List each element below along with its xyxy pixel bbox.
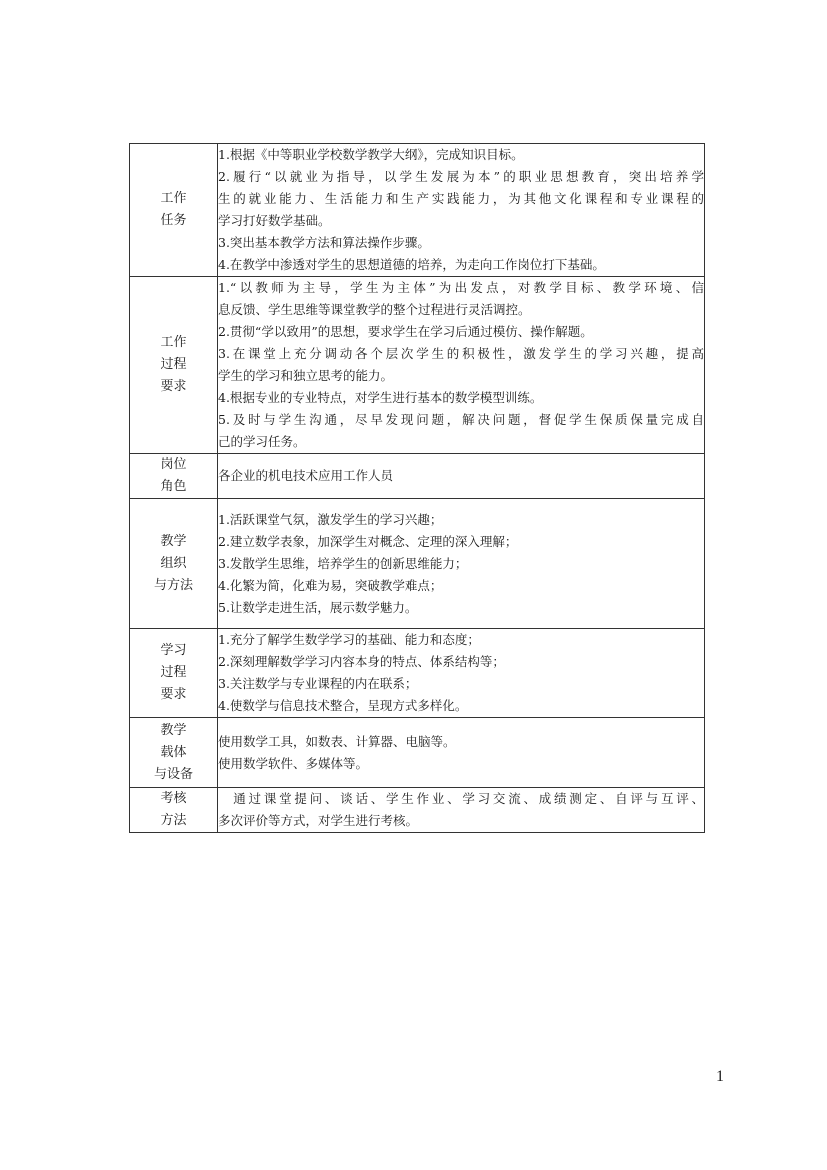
content-line: 通过课堂提问、谈话、学生作业、学习交流、成绩测定、自评与互评、 bbox=[218, 791, 704, 806]
content-line: 己的学习任务。 bbox=[218, 434, 306, 449]
row-content bbox=[218, 454, 705, 499]
content-line: 1.根据《中等职业学校数学教学大纲》，完成知识目标。 bbox=[218, 147, 524, 162]
table-row bbox=[130, 499, 705, 629]
row-heading-line: 过程 bbox=[160, 665, 187, 680]
row-heading-line: 工作 bbox=[160, 335, 187, 350]
row-heading-line: 教学 bbox=[160, 722, 187, 738]
row-heading bbox=[130, 629, 218, 718]
content-line: 3.突出基本教学方法和算法操作步骤。 bbox=[218, 235, 430, 250]
row-heading-line: 考核 bbox=[160, 791, 187, 806]
row-content bbox=[218, 144, 705, 277]
content-line: 4.根据专业的专业特点，对学生进行基本的数学模型训练。 bbox=[218, 390, 543, 405]
content-line: 学习打好数学基础。 bbox=[218, 213, 331, 228]
content-line: 2.深刻理解数学学习内容本身的特点、体系结构等； bbox=[218, 654, 505, 669]
table-row bbox=[130, 629, 705, 718]
row-heading-line: 任务 bbox=[160, 213, 187, 228]
content-line: 使用数学工具，如数表、计算器、电脑等。 bbox=[218, 733, 456, 749]
table-row bbox=[130, 277, 705, 454]
content-line: 1.“以教师为主导，学生为主体”为出发点，对教学目标、教学环境、信 bbox=[218, 280, 704, 295]
row-heading-line: 载体 bbox=[160, 744, 187, 760]
row-heading-line: 角色 bbox=[160, 479, 187, 494]
content-line: 各企业的机电技术应用工作人员 bbox=[218, 468, 394, 483]
row-heading-line: 要求 bbox=[160, 687, 187, 702]
page-number: 1 bbox=[716, 1068, 724, 1085]
content-line: 4.在教学中渗透对学生的思想道德的培养，为走向工作岗位打下基础。 bbox=[218, 257, 605, 272]
content-line: 息反馈、学生思维等课堂教学的整个过程进行灵活调控。 bbox=[218, 302, 531, 317]
content-line: 4.使数学与信息技术整合，呈现方式多样化。 bbox=[218, 698, 468, 713]
row-heading-line: 与设备 bbox=[153, 766, 193, 782]
content-line: 生的就业能力、生活能力和生产实践能力，为其他文化课程和专业课程的 bbox=[218, 191, 704, 206]
content-line: 1.充分了解学生数学学习的基础、能力和态度； bbox=[218, 632, 480, 647]
table-row bbox=[130, 144, 705, 277]
content-line: 2.履行“以就业为指导，以学生发展为本”的职业思想教育，突出培养学 bbox=[218, 169, 704, 184]
row-heading bbox=[130, 718, 218, 788]
content-line: 1.活跃课堂气氛，激发学生的学习兴趣； bbox=[218, 511, 443, 527]
row-content bbox=[218, 277, 705, 454]
row-heading-line: 学习 bbox=[160, 643, 187, 658]
course-info-table bbox=[129, 143, 705, 833]
row-heading-line: 岗位 bbox=[160, 457, 187, 472]
row-content bbox=[218, 718, 705, 788]
content-line: 使用数学软件、多媒体等。 bbox=[218, 755, 369, 771]
row-heading bbox=[130, 788, 218, 833]
row-heading-line: 过程 bbox=[160, 357, 187, 372]
table-row bbox=[130, 718, 705, 788]
content-line: 5.让数学走进生活，展示数学魅力。 bbox=[218, 599, 418, 615]
content-line: 4.化繁为简，化难为易，突破教学难点； bbox=[218, 577, 443, 593]
row-content bbox=[218, 629, 705, 718]
row-heading bbox=[130, 277, 218, 454]
row-heading-line: 教学 bbox=[160, 533, 187, 549]
content-line: 2.贯彻“学以致用”的思想，要求学生在学习后通过模仿、操作解题。 bbox=[218, 324, 593, 339]
content-line: 3.关注数学与专业课程的内在联系； bbox=[218, 676, 418, 691]
row-content bbox=[218, 788, 705, 833]
row-content bbox=[218, 499, 705, 629]
table-body bbox=[130, 144, 705, 833]
table-row bbox=[130, 454, 705, 499]
content-line: 3.在课堂上充分调动各个层次学生的积极性，激发学生的学习兴趣，提高 bbox=[218, 346, 704, 361]
row-heading-line: 方法 bbox=[160, 813, 187, 828]
content-line: 学生的学习和独立思考的能力。 bbox=[218, 368, 394, 383]
content-line: 2.建立数学表象，加深学生对概念、定理的深入理解； bbox=[218, 533, 518, 549]
content-line: 5.及时与学生沟通，尽早发现问题，解决问题，督促学生保质保量完成自 bbox=[218, 412, 704, 427]
row-heading-line: 工作 bbox=[160, 191, 187, 206]
row-heading-line: 与方法 bbox=[153, 577, 193, 593]
row-heading bbox=[130, 144, 218, 277]
row-heading-line: 组织 bbox=[160, 555, 187, 571]
row-heading bbox=[130, 499, 218, 629]
content-line: 3.发散学生思维，培养学生的创新思维能力； bbox=[218, 555, 468, 571]
table-row bbox=[130, 788, 705, 833]
row-heading bbox=[130, 454, 218, 499]
row-heading-line: 要求 bbox=[160, 379, 187, 394]
content-line: 多次评价等方式，对学生进行考核。 bbox=[218, 813, 419, 828]
